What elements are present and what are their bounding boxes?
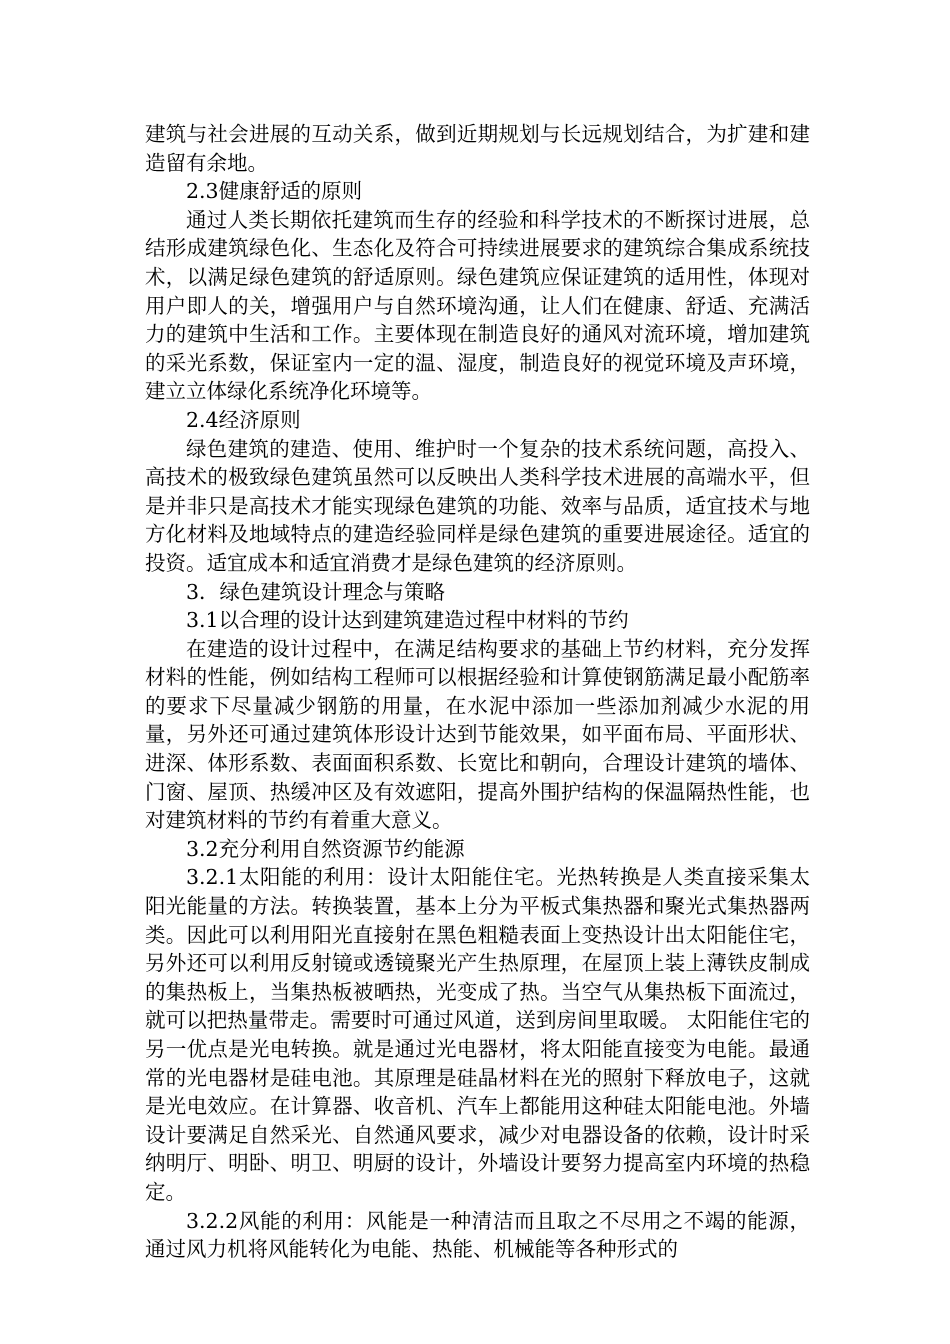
paragraph-wind-energy: 3.2.2风能的利用：风能是一种清洁而且取之不尽用之不竭的能源，通过风力机将风能转化为电能、热能、机械能等各种形式的 [145, 1208, 810, 1262]
paragraph-intro-continuation: 建筑与社会进展的互动关系，做到近期规划与长远规划结合，为扩建和建造留有余地。 [145, 122, 810, 175]
section-heading-3: 3．绿色建筑设计理念与策略 [186, 579, 446, 604]
paragraph-economic-principle: 绿色建筑的建造、使用、维护时一个复杂的技术系统问题，高投入、高技术的极致绿色建筑虽然可以反映出人类科学技术进展的高端水平，但是并非只是高技术才能实现绿色建筑的功能、效率与品质，适宜技术与地方化材料及地域特点的建造经验同样是绿色建筑的重要进展途径。适宜的投资。适宜成本和适宜消费才是绿色建筑的经济原则。 [145, 436, 810, 575]
section-heading-3-2: 3.2充分利用自然资源节约能源 [186, 836, 465, 861]
section-heading-2-4: 2.4经济原则 [186, 407, 301, 432]
paragraph-solar-energy: 3.2.1太阳能的利用：设计太阳能住宅。光热转换是人类直接采集太阳光能量的方法。转换装置，基本上分为平板式集热器和聚光式集热器两类。因此可以利用阳光直接射在黑色粗糙表面上变热设计出太阳能住宅，另外还可以利用反射镜或透镜聚光产生热原理，在屋顶上装上薄铁皮制成的集热板上，当集热板被晒热，光变成了热。当空气从集热板下面流过，就可以把热量带走。需要时可通过风道，送到房间里取暖。 太阳能住宅的另一优点是光电转换。就是通过光电器材，将太阳能直接变为电能。最通常的光电器材是硅电池。其原理是硅晶材料在光的照射下释放电子，这就是光电效应。在计算器、收音机、汽车上都能用这种硅太阳能电池。外墙设计要满足自然采光、自然通风要求，减少对电器设备的依赖，设计时采纳明厅、明卧、明卫、明厨的设计，外墙设计要努力提高室内环境的热稳定。 [145, 865, 810, 1204]
section-heading-3-1: 3.1以合理的设计达到建筑建造过程中材料的节约 [186, 608, 629, 633]
section-heading-2-3: 2.3健康舒适的原则 [186, 179, 363, 204]
paragraph-material-saving: 在建造的设计过程中，在满足结构要求的基础上节约材料，充分发挥材料的性能，例如结构工程师可以根据经验和计算使钢筋满足最小配筋率的要求下尽量减少钢筋的用量，在水泥中添加一些添加剂减少水泥的用量，另外还可通过建筑体形设计达到节能效果，如平面布局、平面形状、进深、体形系数、表面面积系数、长宽比和朝向，合理设计建筑的墙体、门窗、屋顶、热缓冲区及有效遮阳，提高外围护结构的保温隔热性能，也对建筑材料的节约有着重大意义。 [145, 636, 810, 833]
document-page [145, 120, 810, 1264]
paragraph-health-comfort: 通过人类长期依托建筑而生存的经验和科学技术的不断探讨进展，总结形成建筑绿色化、生态化及符合可持续进展要求的建筑综合集成系统技术，以满足绿色建筑的舒适原则。绿色建筑应保证建筑的适用性，体现对用户即人的关，增强用户与自然环境沟通，让人们在健康、舒适、充满活力的建筑中生活和工作。主要体现在制造良好的通风对流环境，增加建筑的采光系数，保证室内一定的温、湿度，制造良好的视觉环境及声环境，建立立体绿化系统净化环境等。 [145, 207, 810, 404]
